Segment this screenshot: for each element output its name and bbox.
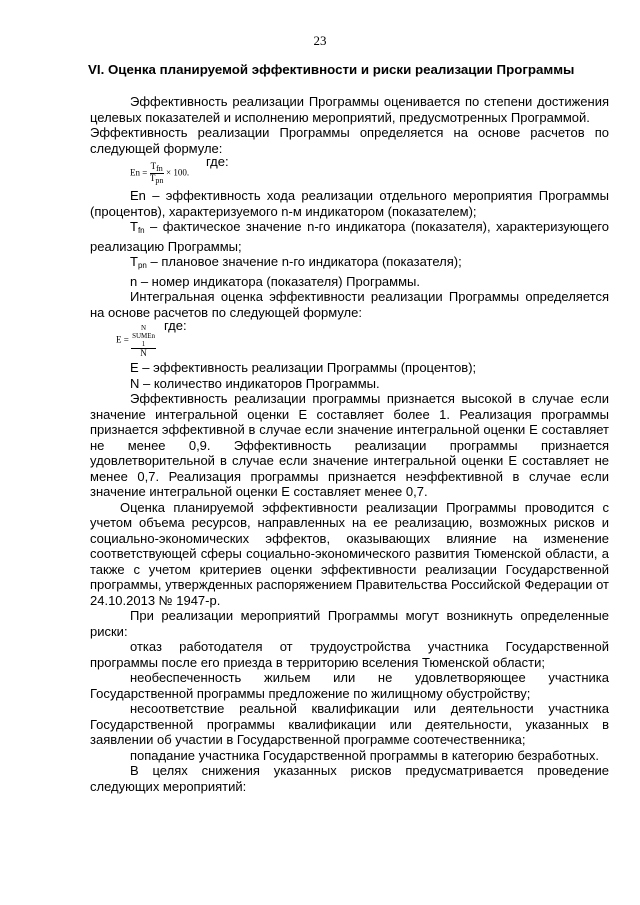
definition-tpn-symbol: T bbox=[130, 254, 138, 269]
definition-tfn-subscript: fn bbox=[137, 226, 145, 235]
paragraph-risks-intro: При реализации мероприятий Программы могут возникнуть определенные риски: bbox=[90, 608, 609, 639]
paragraph-formula-intro: Эффективность реализации Программы определяется на основе расчетов по следующей формуле: bbox=[90, 125, 609, 156]
definition-tfn-text: – фактическое значение n-го индикатора (показателя), характеризующего реализацию Программы; bbox=[90, 219, 609, 254]
page-number: 23 bbox=[313, 33, 327, 48]
risk-item-4: попадание участника Государственной программы в категорию безработных. bbox=[130, 747, 599, 763]
paragraph-efficiency-criteria: Эффективность реализации программы признается высокой в случае если значение интегральной оценки E составляет более 1. Реализация программы признается эффективной в случае если значение интегральной оценки E составляет не менее 0,9. Эффективность реализации программы признается удовлетворительной в случае если значение интегральной оценки E составляет не менее 0,7. Реализация программы признается неэффективной в случае если значение интегральной оценки E составляет менее 0,7. bbox=[90, 391, 609, 499]
paragraph-efficiency-intro: Эффективность реализации Программы оценивается по степени достижения целевых показателей и исполнению мероприятий, предусмотренных Программой. bbox=[90, 94, 609, 125]
definition-n: n – номер индикатора (показателя) Программы. bbox=[130, 273, 420, 289]
formula-en-den: T bbox=[149, 173, 156, 183]
risk-item-1: отказ работодателя от трудоустройства участника Государственной программы после его приезда в территорию вселения Тюменской области; bbox=[90, 639, 609, 670]
paragraph-integral: Интегральная оценка эффективности реализации Программы определяется на основе расчетов по следующей формуле: bbox=[90, 289, 609, 320]
formula-e bbox=[116, 324, 156, 357]
paragraph-assessment: Оценка планируемой эффективности реализации Программы проводится с учетом объема ресурсов, направленных на ее реализацию, возможных рисков и социально-экономических эффектов, оказывающих влияние на изменение соответствующей сферы социально-экономического развития Тюменской области, а также с учетом критериев оценки эффективности реализации Государственной программы, утвержденных распоряжением Правительства Российской Федерации от 24.10.2013 № 1947-р. bbox=[90, 499, 609, 608]
formula-e-fraction bbox=[131, 324, 156, 357]
definition-tpn bbox=[90, 254, 609, 274]
section-heading: VI. Оценка планируемой эффективности и риски реализации Программы bbox=[88, 62, 575, 77]
definition-tfn-symbol: T bbox=[130, 219, 138, 234]
definition-e: E – эффективность реализации Программы (процентов); bbox=[130, 360, 477, 375]
definition-tfn bbox=[90, 219, 609, 254]
risk-item-2: необеспеченность жильем или не удовлетворяющее участника Государственной программы предложение по жилищному обустройству; bbox=[90, 670, 609, 701]
definition-tpn-text: – плановое значение n-го индикатора (показателя); bbox=[146, 254, 462, 269]
definition-en: En – эффективность хода реализации отдельного мероприятия Программы (процентов), характеризуемого n-м индикатором (показателем); bbox=[90, 188, 609, 219]
formula-en-rhs: × 100. bbox=[166, 167, 190, 178]
formula-e-sum-top: N bbox=[141, 324, 147, 332]
definition-N: N – количество индикаторов Программы. bbox=[130, 375, 380, 391]
formula-e-block bbox=[90, 320, 609, 360]
formula-en-den-sub: pn bbox=[155, 176, 164, 185]
formula-en-lhs: En = bbox=[130, 167, 150, 178]
formula-e-den: N bbox=[140, 348, 147, 358]
formula-e-where: где: bbox=[164, 318, 187, 333]
formula-e-sum: SUMEn bbox=[132, 332, 156, 340]
formula-e-lhs: E = bbox=[116, 334, 132, 345]
formula-e-sum-bottom: 1 bbox=[141, 340, 146, 348]
formula-en-num-sub: fn bbox=[156, 164, 163, 173]
risk-item-3: несоответствие реальной квалификации или деятельности участника Государственной программы квалификации или деятельности, указанных в заявлении об участии в Государственной программе соотечественника; bbox=[90, 701, 609, 747]
document-body bbox=[90, 94, 609, 794]
definition-tpn-subscript: pn bbox=[137, 261, 147, 270]
formula-en-num: T bbox=[150, 161, 157, 171]
formula-en-block bbox=[90, 156, 609, 188]
formula-en-where: где: bbox=[206, 154, 229, 169]
formula-en bbox=[130, 162, 189, 185]
formula-en-fraction bbox=[150, 162, 164, 185]
paragraph-mitigation: В целях снижения указанных рисков предусматривается проведение следующих мероприятий: bbox=[90, 763, 609, 794]
